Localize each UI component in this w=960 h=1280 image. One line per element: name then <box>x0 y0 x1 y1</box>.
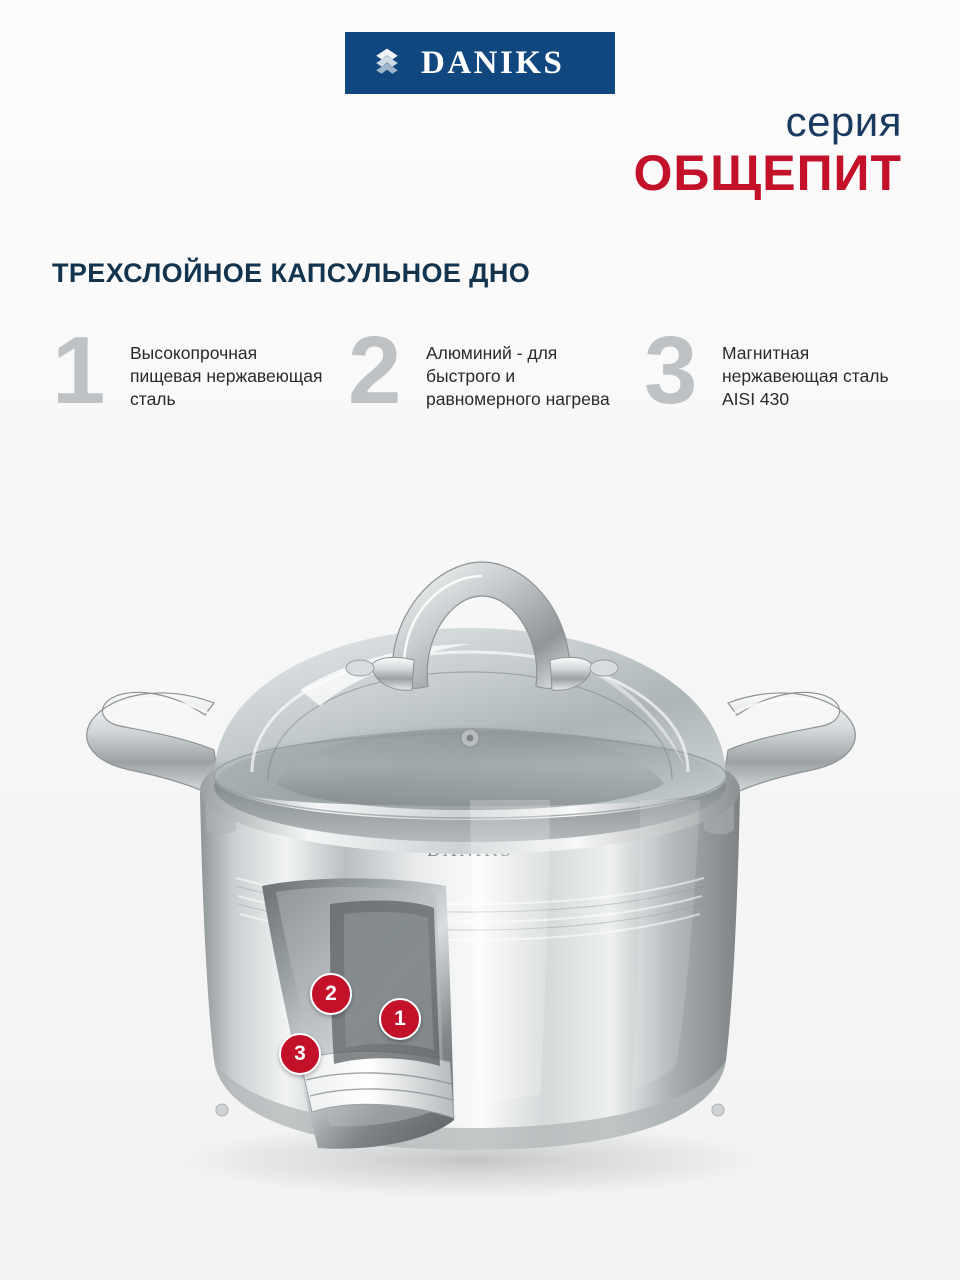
feature-text: Магнитная нержавеющая сталь AISI 430 <box>722 343 889 410</box>
pot-handle-right <box>720 692 855 800</box>
feature-number: 1 <box>52 317 106 424</box>
product-image <box>0 500 960 1280</box>
daniks-diamond-logo-icon <box>369 45 405 81</box>
feature-number: 3 <box>644 317 698 424</box>
page-title: ТРЕХСЛОЙНОЕ КАПСУЛЬНОЕ ДНО <box>52 258 531 288</box>
brand-logo-badge <box>345 32 615 94</box>
series-label: серия <box>785 98 902 145</box>
series-name: ОБЩЕПИТ <box>633 145 902 202</box>
callout-marker-1[interactable]: 1 <box>379 998 421 1040</box>
list-item <box>644 317 920 424</box>
list-item <box>348 317 624 424</box>
glass-lid <box>214 628 726 820</box>
feature-text: Алюминий - для быстрого и равномерного нагрева <box>426 343 610 410</box>
callout-marker-3[interactable]: 3 <box>279 1033 321 1075</box>
feature-text: Высокопрочная пищевая нержавеющая сталь <box>130 343 323 410</box>
feature-number: 2 <box>348 317 402 424</box>
brand-name: DANIKS <box>421 44 565 81</box>
series-heading <box>633 100 902 201</box>
feature-list <box>52 317 920 424</box>
callout-marker-2[interactable]: 2 <box>310 973 352 1015</box>
list-item <box>52 317 328 424</box>
